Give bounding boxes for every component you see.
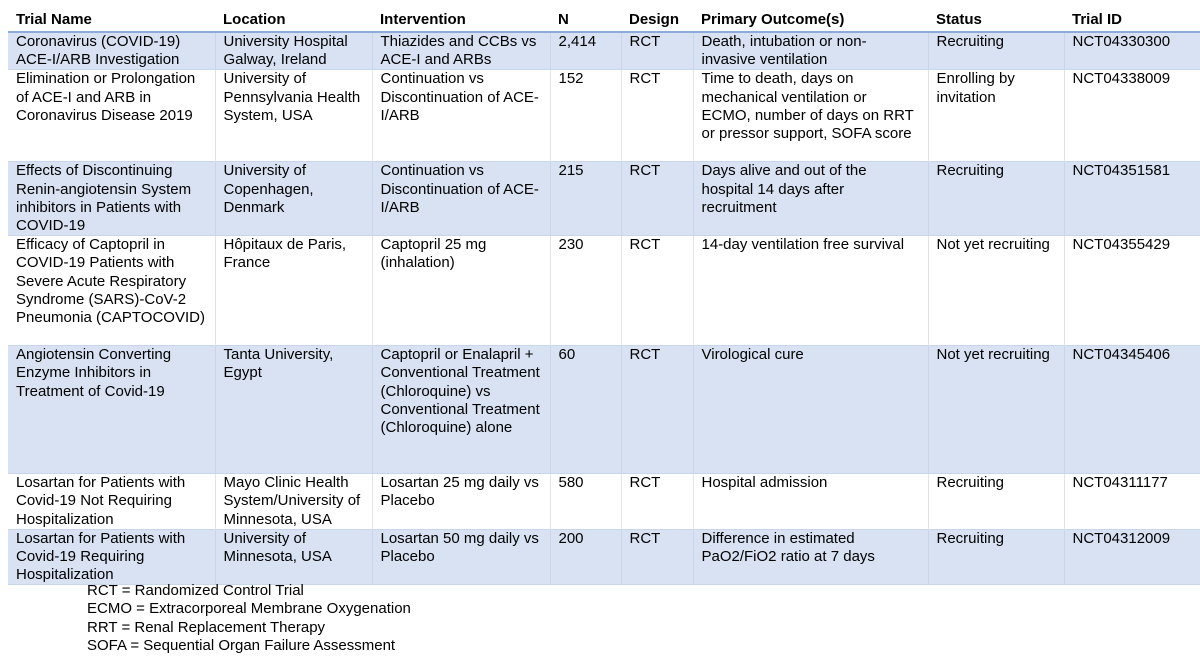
cell-trial-name: Coronavirus (COVID-19) ACE-I/ARB Investigation bbox=[8, 32, 215, 70]
cell-intervention: Thiazides and CCBs vs ACE-I and ARBs bbox=[372, 32, 550, 70]
cell-location: University of Pennsylvania Health System, USA bbox=[215, 70, 372, 162]
cell-n: 152 bbox=[550, 70, 621, 162]
cell-outcome: Death, intubation or non-invasive ventilation bbox=[693, 32, 928, 70]
footnote-ecmo: ECMO = Extracorporeal Membrane Oxygenation bbox=[87, 600, 411, 618]
header-n: N bbox=[550, 11, 621, 32]
cell-design: RCT bbox=[621, 474, 693, 530]
cell-design: RCT bbox=[621, 529, 693, 585]
cell-n: 60 bbox=[550, 346, 621, 474]
cell-outcome: Virological cure bbox=[693, 346, 928, 474]
footnote-rrt: RRT = Renal Replacement Therapy bbox=[87, 618, 326, 636]
header-trial-name: Trial Name bbox=[8, 11, 215, 32]
header-trial-id: Trial ID bbox=[1064, 11, 1200, 32]
cell-location: University of Minnesota, USA bbox=[215, 529, 372, 585]
cell-status: Not yet recruiting bbox=[928, 236, 1064, 346]
cell-status: Recruiting bbox=[928, 474, 1064, 530]
cell-location: Hôpitaux de Paris, France bbox=[215, 236, 372, 346]
cell-status: Recruiting bbox=[928, 32, 1064, 70]
cell-trial-name: Losartan for Patients with Covid-19 Requiring Hospitalization bbox=[8, 529, 215, 585]
table-row bbox=[8, 529, 1200, 585]
cell-n: 2,414 bbox=[550, 32, 621, 70]
cell-status: Recruiting bbox=[928, 529, 1064, 585]
cell-location: Tanta University, Egypt bbox=[215, 346, 372, 474]
header-primary-outcome: Primary Outcome(s) bbox=[693, 11, 928, 32]
cell-design: RCT bbox=[621, 32, 693, 70]
table-body bbox=[8, 32, 1200, 585]
cell-intervention: Losartan 25 mg daily vs Placebo bbox=[372, 474, 550, 530]
cell-location: Mayo Clinic Health System/University of Minnesota, USA bbox=[215, 474, 372, 530]
cell-trial-name: Efficacy of Captopril in COVID-19 Patients with Severe Acute Respiratory Syndrome (SARS)-CoV-2 Pneumonia (CAPTOCOVID) bbox=[16, 236, 205, 327]
cell-n: 215 bbox=[550, 162, 621, 236]
cell-outcome: Difference in estimated PaO2/FiO2 ratio at 7 days bbox=[693, 529, 928, 585]
cell-n: 580 bbox=[550, 474, 621, 530]
header-status: Status bbox=[928, 11, 1064, 32]
abbreviation-footnotes bbox=[87, 582, 411, 656]
table-row bbox=[8, 236, 1200, 346]
cell-trial-id: NCT04338009 bbox=[1064, 70, 1200, 162]
table-row bbox=[8, 346, 1200, 474]
cell-trial-id: NCT04355429 bbox=[1064, 236, 1200, 346]
cell-intervention: Continuation vs Discontinuation of ACE-I/ARB bbox=[372, 70, 550, 162]
cell-location: University Hospital Galway, Ireland bbox=[215, 32, 372, 70]
cell-status: Not yet recruiting bbox=[928, 346, 1064, 474]
table-row bbox=[8, 474, 1200, 530]
cell-location: University of Copenhagen, Denmark bbox=[215, 162, 372, 236]
clinical-trials-table bbox=[8, 11, 1200, 585]
footnote-rct: RCT = Randomized Control Trial bbox=[87, 582, 304, 599]
cell-trial-id: NCT04312009 bbox=[1064, 529, 1200, 585]
cell-intervention: Continuation vs Discontinuation of ACE-I/ARB bbox=[372, 162, 550, 236]
cell-trial-id: NCT04330300 bbox=[1064, 32, 1200, 70]
header-intervention: Intervention bbox=[372, 11, 550, 32]
table-row bbox=[8, 70, 1200, 162]
header-design: Design bbox=[621, 11, 693, 32]
cell-outcome: 14-day ventilation free survival bbox=[693, 236, 928, 346]
cell-status: Recruiting bbox=[928, 162, 1064, 236]
table-row bbox=[8, 162, 1200, 236]
cell-trial-name: Elimination or Prolongation of ACE-I and ARB in Coronavirus Disease 2019 bbox=[16, 70, 196, 124]
cell-trial-id: NCT04351581 bbox=[1064, 162, 1200, 236]
cell-outcome: Days alive and out of the hospital 14 days after recruitment bbox=[693, 162, 928, 236]
cell-trial-name: Effects of Discontinuing Renin-angiotensin System inhibitors in Patients with COVID-19 bbox=[8, 162, 215, 236]
cell-design: RCT bbox=[621, 236, 693, 346]
cell-intervention: Captopril 25 mg (inhalation) bbox=[372, 236, 550, 346]
cell-intervention: Losartan 50 mg daily vs Placebo bbox=[372, 529, 550, 585]
cell-intervention: Captopril or Enalapril + Conventional Treatment (Chloroquine) vs Conventional Treatment (Chloroquine) alone bbox=[372, 346, 550, 474]
cell-outcome: Time to death, days on mechanical ventilation or ECMO, number of days on RRT or pressor support, SOFA score bbox=[693, 70, 928, 162]
cell-outcome: Hospital admission bbox=[693, 474, 928, 530]
cell-design: RCT bbox=[621, 70, 693, 162]
cell-design: RCT bbox=[621, 162, 693, 236]
cell-trial-name: Angiotensin Converting Enzyme Inhibitors in Treatment of Covid-19 bbox=[8, 346, 215, 474]
cell-n: 230 bbox=[550, 236, 621, 346]
cell-trial-id: NCT04311177 bbox=[1064, 474, 1200, 530]
cell-status: Enrolling by invitation bbox=[928, 70, 1064, 162]
header-row bbox=[8, 11, 1200, 32]
cell-trial-id: NCT04345406 bbox=[1064, 346, 1200, 474]
cell-trial-name: Losartan for Patients with Covid-19 Not Requiring Hospitalization bbox=[16, 474, 186, 528]
header-location: Location bbox=[215, 11, 372, 32]
cell-design: RCT bbox=[621, 346, 693, 474]
footnote-sofa: SOFA = Sequential Organ Failure Assessment bbox=[87, 637, 396, 655]
table-row bbox=[8, 32, 1200, 70]
cell-n: 200 bbox=[550, 529, 621, 585]
table-header bbox=[8, 11, 1200, 32]
